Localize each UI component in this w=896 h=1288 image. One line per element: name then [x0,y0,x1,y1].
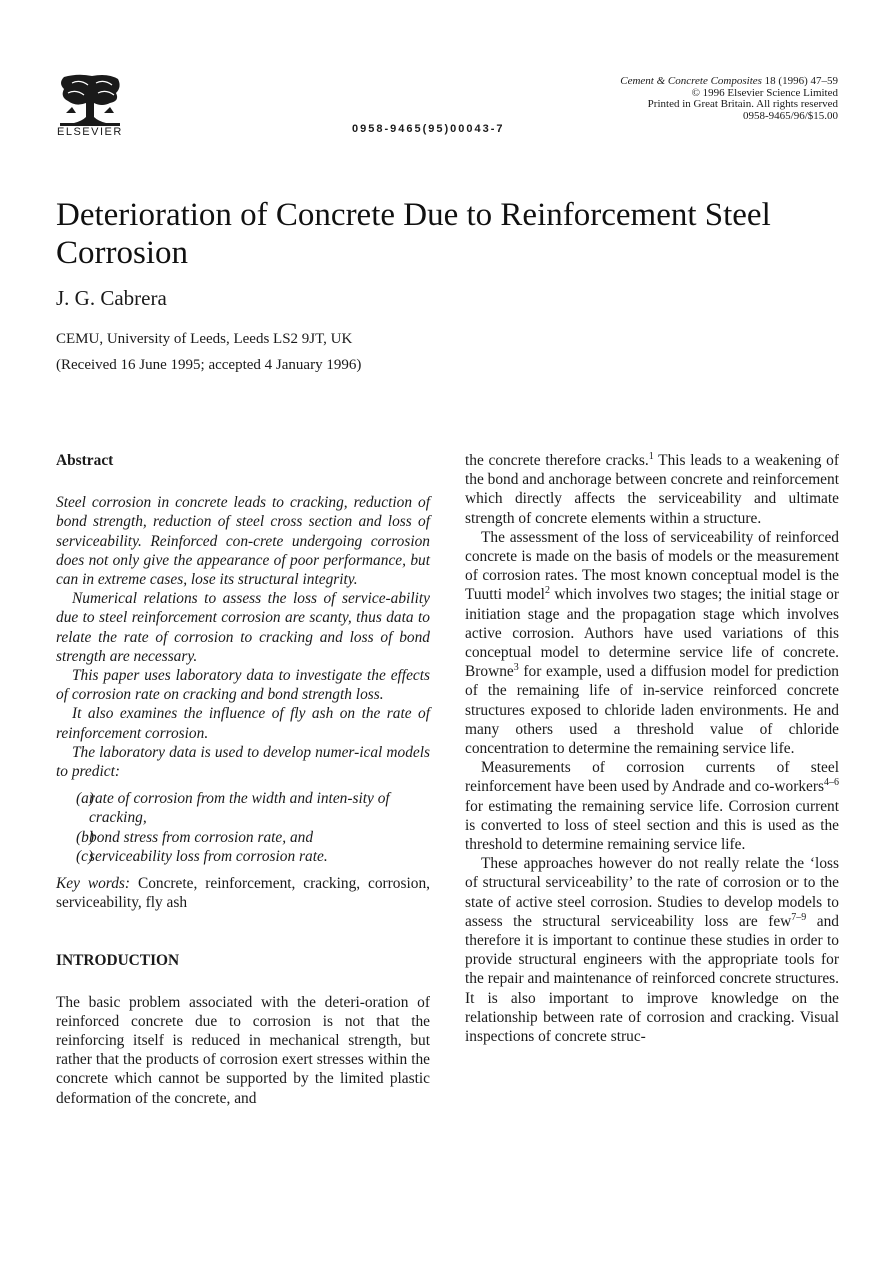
text-run: These approaches however do not really relate the ‘loss of structural serviceability’ to the rate of corrosion or to the state of active steel corrosion. Studies to develop models to assess the structural serviceability loss are few [465,855,839,930]
list-item-label: (b) [76,828,94,846]
abstract-paragraph-1: Steel corrosion in concrete leads to cracking, reduction of bond strength, reduction of steel cross section and loss of serviceability. Reinforced con-crete undergoing corrosion does not only give the appearance of poor performance, but can in extreme cases, lose its structural integrity. [56,494,430,589]
article-author: J. G. Cabrera [56,286,167,310]
keywords [56,874,430,912]
list-item-text: serviceability loss from corrosion rate. [89,847,328,865]
copyright-line: © 1996 Elsevier Science Limited [691,86,838,99]
list-item [56,828,430,847]
list-item-text: bond stress from corrosion rate, and [89,828,314,846]
keywords-text: Concrete, reinforcement, cracking, corrosion, serviceability, fly ash [56,875,430,912]
text-run: which involves two stages; the initial stage or initiation stage and the propagation stage which involves active corrosion. Authors have used variations of this conceptual model to determine service life of concrete. Browne [465,586,839,681]
list-item-label: (c) [76,847,94,865]
issn-price-line: 0958-9465/96/$15.00 [742,109,838,122]
keywords-label: Key words: [56,875,131,893]
journal-line [620,76,838,88]
text-run: for example, used a diffusion model for prediction of the remaining life of in-service reinforced concrete structures exposed to chloride laden environments. He and many others used a threshold value of chloride concentration to determine the remaining service life. [465,663,839,758]
journal-citation: 18 (1996) 47–59 [764,75,838,87]
publisher-logo-text: ELSEVIER [57,126,123,138]
text-run: The assessment of the loss of serviceability of reinforced concrete is made on the basis of models or the measurement of corrosion rates. The most known conceptual model is the Tuutti model [465,528,839,604]
abstract-paragraph-3: This paper uses laboratory data to investigate the effects of corrosion rate on cracking and bond strength loss. [56,667,430,704]
printed-line: Printed in Great Britain. All rights reserved [647,98,838,110]
abstract-body [56,493,430,866]
reference-marker: 4–6 [824,777,839,789]
text-run: Measurements of corrosion currents of steel reinforcement have been used by Andrade and co-workers [465,759,839,796]
body-paragraph-1 [465,451,839,528]
right-column [465,451,839,1046]
abstract-heading: Abstract [56,452,114,469]
list-item [56,847,430,866]
text-run: the concrete therefore cracks. [465,452,649,469]
introduction-heading: INTRODUCTION [56,952,180,970]
elsevier-tree-logo-icon [58,73,122,127]
text-run: This leads to a weakening of the bond and anchorage between concrete and reinforcement which directly affects the serviceability and ultimate strength of concrete elements within a structure. [465,452,839,527]
abstract-paragraph-4: It also examines the influence of fly ash on the rate of reinforcement corrosion. [56,705,430,742]
left-column [56,451,430,1108]
reference-marker: 3 [513,662,519,674]
publication-info [620,76,838,122]
text-run: and therefore it is important to continue these studies in order to provide structural engineers with the appropriate tools for the repair and maintenance of reinforced concrete structures. It is also important to improve knowledge on the relationship between rate of corrosion and cracking. Visual inspections of concrete struc- [465,912,840,1046]
list-item-label: (a) [76,790,94,808]
reference-marker: 2 [544,585,550,597]
received-dates: (Received 16 June 1995; accepted 4 January 1996) [56,357,362,373]
body-paragraph-3 [465,758,839,854]
introduction-paragraph-1: The basic problem associated with the deteri-oration of reinforced concrete due to corrosion is not that the reinforcing itself is reduced in mechanical strength, but rather that the products of corrosion exert stresses within the concrete which cannot be supported by the limited plastic deformation of the concrete, and [56,993,430,1107]
list-item [56,789,430,827]
article-title: Deterioration of Concrete Due to Reinforcement Steel Corrosion [56,197,771,271]
journal-name: Cement & Concrete Composites [620,75,762,87]
reference-marker: 7–9 [791,911,807,923]
abstract-paragraph-2: Numerical relations to assess the loss of service-ability due to steel reinforcement corrosion are scanty, thus data to relate the rate of corrosion to cracking and loss of bond strength are necessary. [56,590,430,665]
prediction-list [56,789,430,866]
list-item-text: rate of corrosion from the width and inten-sity of cracking, [89,790,390,827]
body-paragraph-4 [465,854,839,1046]
author-affiliation: CEMU, University of Leeds, Leeds LS2 9JT, UK [56,331,353,347]
abstract-paragraph-5: The laboratory data is used to develop numer-ical models to predict: [56,743,430,781]
reference-marker: 1 [648,451,654,462]
body-paragraph-2 [465,528,839,758]
text-run: for estimating the remaining service life. Corrosion current is converted to loss of steel section and this is used as the threshold to determine remaining service life. [465,797,839,854]
article-doi: 0958-9465(95)00043-7 [352,123,505,135]
